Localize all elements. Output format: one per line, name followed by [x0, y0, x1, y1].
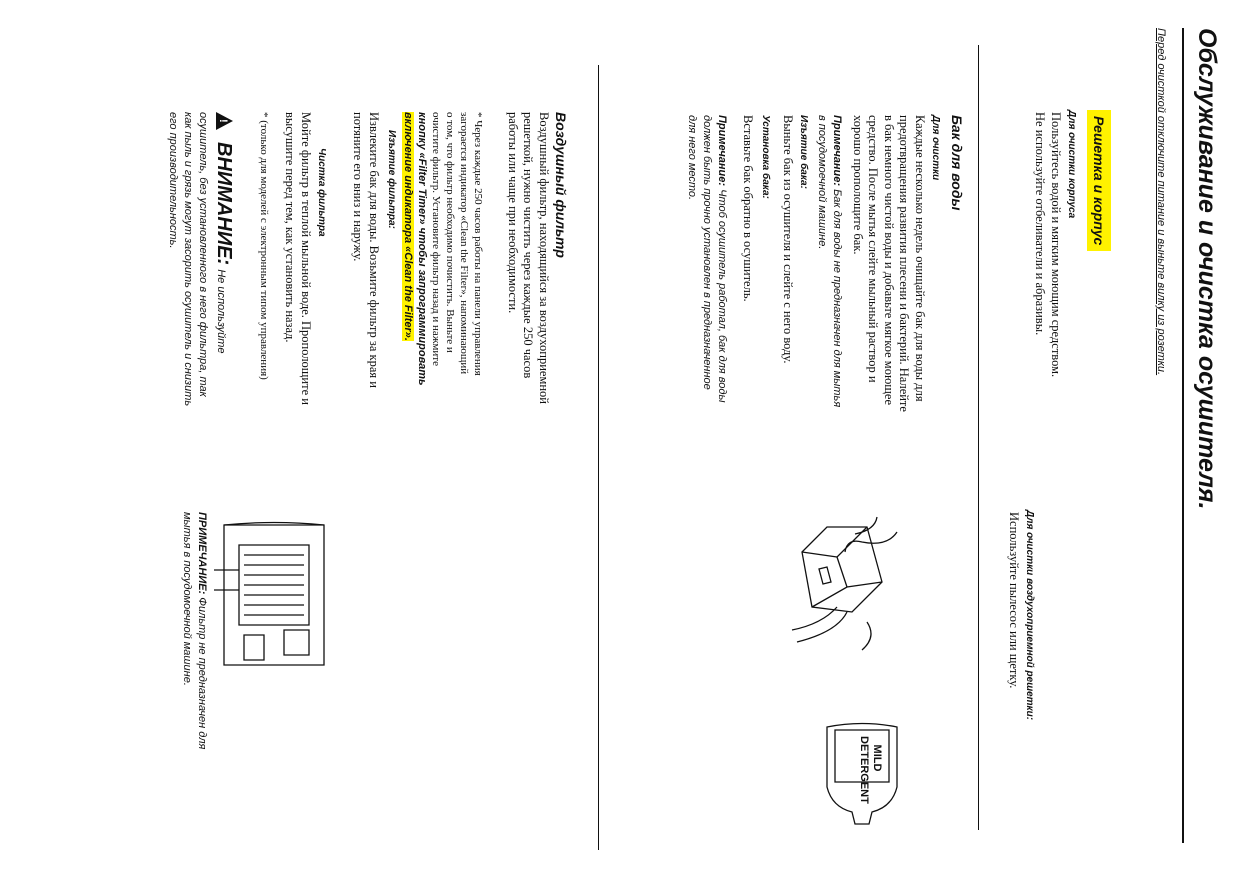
tank-note-2: Примечание: Чтоб осушитель работал, бак для воды должен быть прочно установлен в предназначенное для него место.: [686, 115, 728, 403]
grille-heading: Решетка и корпус: [1091, 110, 1107, 251]
filter-footnote: * (только для моделей с электронным типом управления): [258, 112, 270, 380]
filter-clean-label: Чистка фильтра: [316, 148, 327, 237]
filter-remove-text: Извлеките бак для воды. Возьмите фильтр за края и потяните его вниз и наружу.: [351, 112, 381, 388]
tank-note-1: Примечание: Бак для воды не предназначен для мытья в посудомоечной машине.: [816, 115, 843, 408]
inlet-grille-label: Для очистки воздухоприемной решетки:: [1024, 510, 1035, 721]
warning-icon: !: [216, 112, 233, 130]
filter-removal-drawing: [214, 515, 344, 675]
column-divider-1: [978, 45, 979, 830]
warning-title: ВНИМАНИЕ:: [213, 142, 235, 266]
filter-clean-text: Мойте фильтр в теплой мыльной воде. Прополощите и высушите перед тем, как установить назад.: [283, 112, 313, 405]
tank-clean-text: Каждые несколько недель очищайте бак для воды для предотвращения развития плесени и бактерий. Налейте в бак немного чистой воды и добавьте мягкое моющее средство. После мытья слейте мыльный раствор и хорошо прополощите бак.: [851, 115, 927, 412]
grille-body-label: Для очистки корпуса: [1066, 110, 1077, 219]
tank-removal-drawing: [787, 512, 907, 652]
filter-removal-illustration: [214, 515, 344, 675]
warning-block: ! ВНИМАНИЕ: Не используйте осушитель, без установленного в него фильтра, так как пыль и грязь могут засорить осушитель и снизить его производительность.: [167, 112, 235, 407]
grille-body-text: Пользуйтесь водой и мягким моющим средством. Не используйте отбеливатели и абразивы.: [1033, 112, 1063, 378]
bottle-label: MILD DETERGENT: [858, 736, 883, 804]
page-subtitle: Перед очисткой отключите питание и выньте вилку из розетки.: [1155, 28, 1167, 376]
tank-heading: Бак для воды: [949, 115, 965, 211]
tank-remove-text: Выньте бак из осушителя и слейте с него воду.: [781, 115, 795, 364]
tank-install-label: Установка бака:: [760, 115, 771, 199]
tank-removal-illustration: [787, 512, 907, 652]
page-title: Обслуживание и очистка осушителя.: [1193, 28, 1221, 510]
filter-heading: Воздушный фильтр: [553, 112, 569, 258]
inlet-grille-text: Используйте пылесос или щетку.: [1007, 512, 1021, 689]
filter-timer-tip: * Через каждые 250 часов работы на панели управления загорается индикатор «Clean the Filter», напоминающий о том, что фильтр необходимо почистить. Выньте и очистите фильтр. Установите фильтр назад и нажмите кнопку «Filter Timer» чтобы запрограммировать включение индикатора «Clean the Filter».: [402, 112, 484, 386]
tank-remove-label: Изъятие бака:: [798, 115, 809, 189]
filter-note: ПРИМЕЧАНИЕ: Фильтр не предназначен для мытья в посудомоечной машине.: [181, 512, 208, 750]
filter-remove-label: Изъятие фильтра:: [386, 130, 397, 229]
detergent-bottle-illustration: [817, 712, 907, 832]
tank-install-text: Вставьте бак обратно в осушитель.: [741, 115, 755, 302]
tank-clean-label: Для очистки: [930, 115, 941, 181]
filter-intro: Воздушный фильтр, находящийся за воздухоприемной решеткой, нужно чистить через каждые 250 часов работы или чаще при необходимости.: [506, 112, 551, 404]
column-divider-2: [598, 65, 599, 850]
warning-text: осушитель, без установленного в него фильтра, так как пыль и грязь могут засорить осушитель и снизить его производительность.: [167, 112, 209, 407]
title-underline: [1182, 28, 1184, 843]
